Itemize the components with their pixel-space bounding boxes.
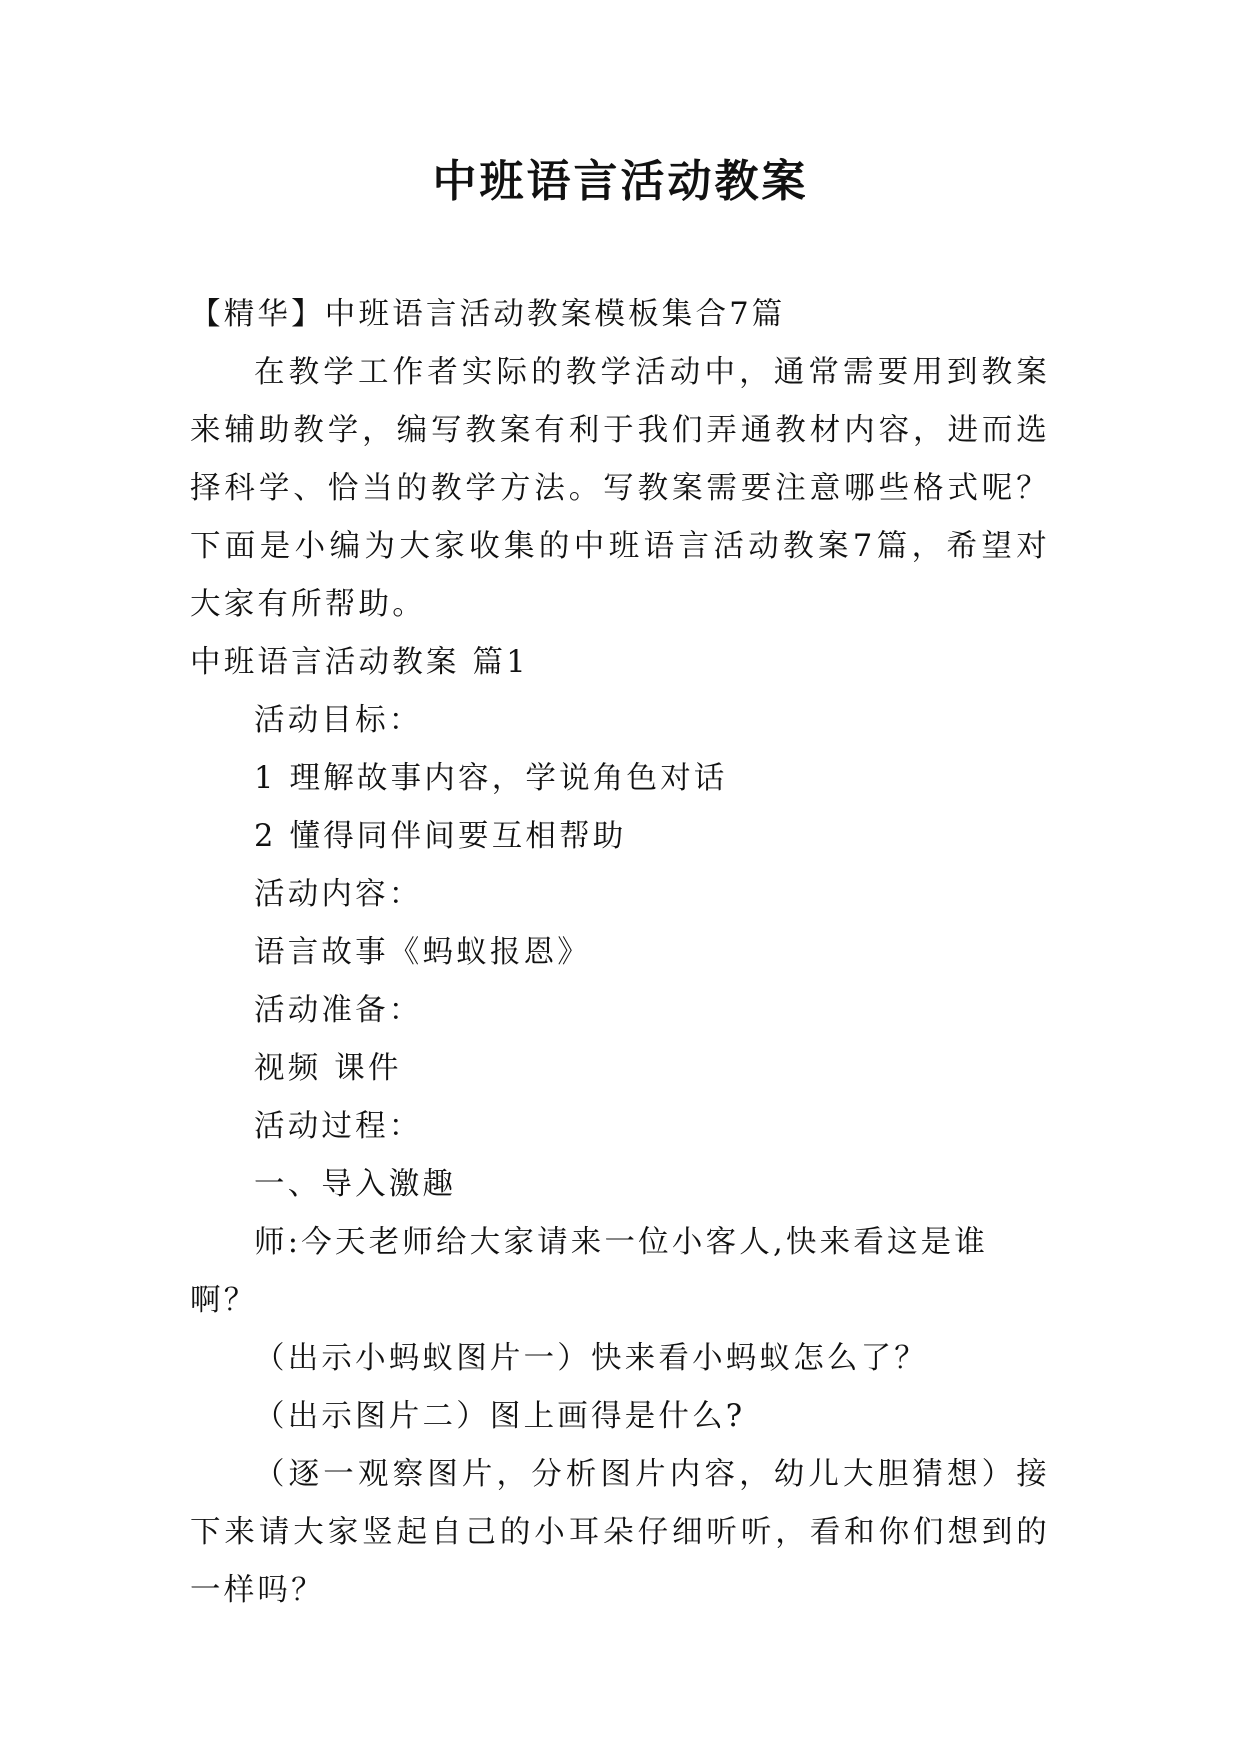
paragraph-content-label: 活动内容： [254,877,423,912]
document-body [190,286,1050,1620]
paragraph-step-1: 一、导入激趣 [254,1167,457,1202]
paragraph-prep: 视频 课件 [254,1051,402,1086]
document-subtitle: 【精华】中班语言活动教案模板集合7篇 [190,297,786,332]
paragraph-picture-2: （出示图片二）图上画得是什么? [254,1399,746,1434]
paragraph-observe: （逐一观察图片，分析图片内容，幼儿大胆猜想）接下来请大家竖起自己的小耳朵仔细听听，看和你们想到的一样吗？ [190,1457,1050,1608]
document-title: 中班语言活动教案 [432,156,809,207]
paragraph-goal-2: 2 懂得同伴间要互相帮助 [254,819,627,854]
paragraph-prep-label: 活动准备： [254,993,423,1028]
intro-paragraph: 在教学工作者实际的教学活动中，通常需要用到教案来辅助教学，编写教案有利于我们弄通教材内容，进而选择科学、恰当的教学方法。写教案需要注意哪些格式呢？下面是小编为大家收集的中班语言活动教案7篇，希望对大家有所帮助。 [190,355,1050,622]
paragraph-picture-1: （出示小蚂蚁图片一）快来看小蚂蚁怎么了？ [254,1341,928,1376]
section-heading: 中班语言活动教案 篇1 [190,645,529,680]
paragraph-process-label: 活动过程： [254,1109,423,1144]
paragraph-content: 语言故事《蚂蚁报恩》 [254,935,591,970]
paragraph-goals-label: 活动目标： [254,703,423,738]
paragraph-teacher-line: 师:今天老师给大家请来一位小客人,快来看这是谁啊？ [190,1225,989,1318]
paragraph-goal-1: 1 理解故事内容，学说角色对话 [254,761,728,796]
